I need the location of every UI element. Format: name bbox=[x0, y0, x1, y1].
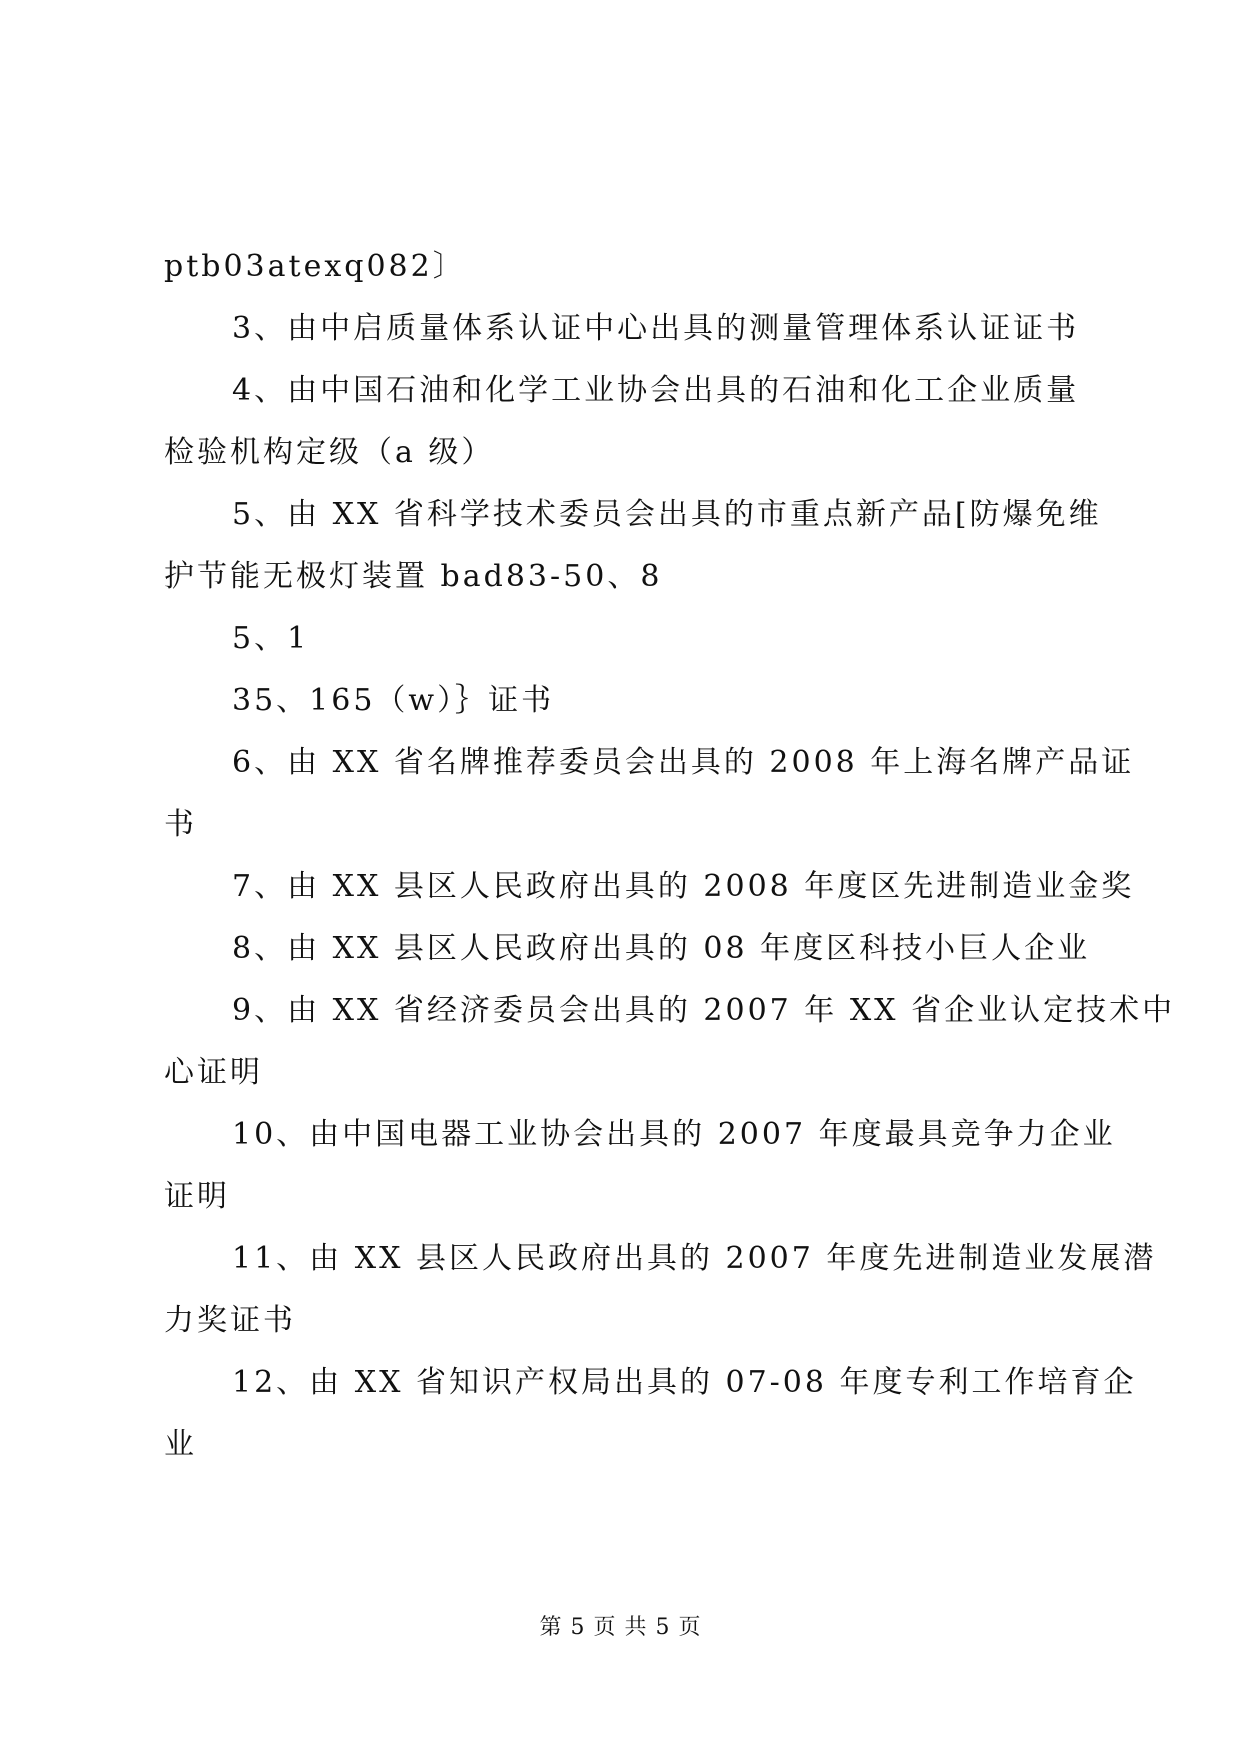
text-line: 证明 bbox=[164, 1179, 230, 1214]
text-line: 5、1 bbox=[232, 621, 310, 656]
text-line: 业 bbox=[164, 1427, 197, 1462]
text-line: 书 bbox=[164, 807, 197, 842]
text-line: 检验机构定级（a 级） bbox=[164, 435, 495, 470]
text-line: 3、由中启质量体系认证中心出具的测量管理体系认证证书 bbox=[232, 311, 1080, 346]
text-line: 11、由 XX 县区人民政府出具的 2007 年度先进制造业发展潜 bbox=[232, 1241, 1157, 1276]
text-line: 8、由 XX 县区人民政府出具的 08 年度区科技小巨人企业 bbox=[232, 931, 1091, 966]
document-body bbox=[164, 236, 1176, 1476]
text-line: 12、由 XX 省知识产权局出具的 07-08 年度专利工作培育企 bbox=[232, 1365, 1137, 1400]
text-line: 9、由 XX 省经济委员会出具的 2007 年 XX 省企业认定技术中 bbox=[232, 993, 1176, 1028]
text-line: 心证明 bbox=[164, 1055, 263, 1090]
text-line: 35、165（w）｝证书 bbox=[232, 683, 555, 718]
text-line: 力奖证书 bbox=[164, 1303, 296, 1338]
text-line: 6、由 XX 省名牌推荐委员会出具的 2008 年上海名牌产品证 bbox=[232, 745, 1135, 780]
page-number-footer: 第 5 页 共 5 页 bbox=[539, 1615, 702, 1640]
text-line: 10、由中国电器工业协会出具的 2007 年度最具竞争力企业 bbox=[232, 1117, 1116, 1152]
text-line: ptb03atexq082〕 bbox=[164, 249, 466, 284]
text-line: 7、由 XX 县区人民政府出具的 2008 年度区先进制造业金奖 bbox=[232, 869, 1135, 904]
text-line: 5、由 XX 省科学技术委员会出具的市重点新产品[防爆免维 bbox=[232, 497, 1102, 532]
text-line: 4、由中国石油和化学工业协会出具的石油和化工企业质量 bbox=[232, 373, 1080, 408]
text-line: 护节能无极灯装置 bad83-50、8 bbox=[164, 559, 663, 594]
